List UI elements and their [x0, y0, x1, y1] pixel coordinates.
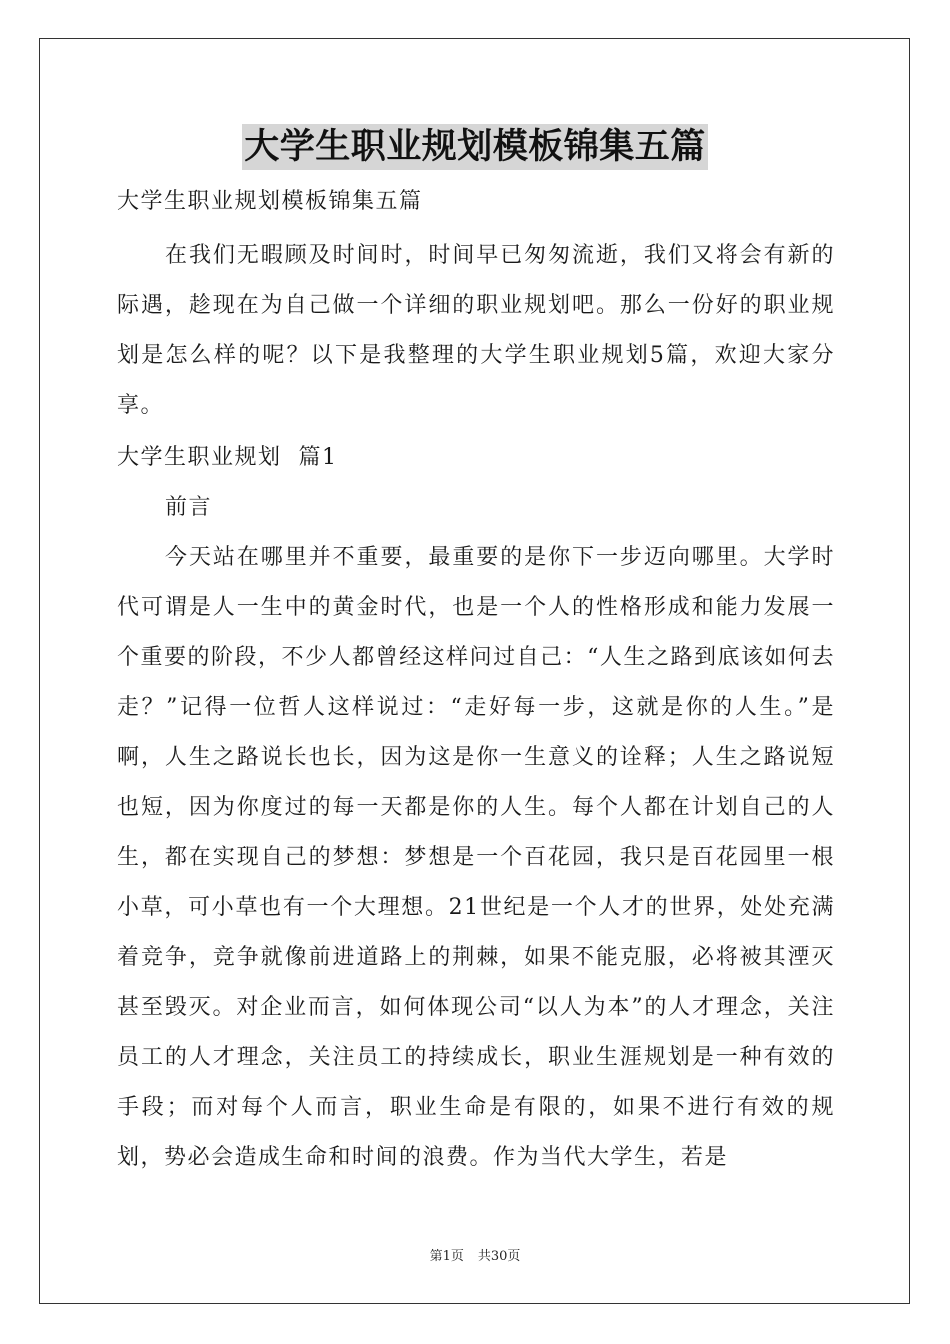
page-number-current: 第1页 — [429, 1249, 464, 1264]
body-paragraph: 今天站在哪里并不重要，最重要的是你下一步迈向哪里。大学时代可谓是人一生中的黄金时代，也是一个人的性格形成和能力发展一个重要的阶段，不少人都曾经这样问过自己：“人生之路到底该如何去走？”记得一位哲人这样说过：“走好每一步，这就是你的人生。”是啊，人生之路说长也长，因为这是你一生意义的诠释；人生之路说短也短，因为你度过的每一天都是你的人生。每个人都在计划自己的人生，都在实现自己的梦想：梦想是一个百花园，我只是百花园里一根小草，可小草也有一个大理想。21世纪是一个人才的世界，处处充满着竞争，竞争就像前进道路上的荆棘，如果不能克服，必将被其湮灭甚至毁灭。对企业而言，如何体现公司“以人为本”的人才理念，关注员工的人才理念，关注员工的持续成长，职业生涯规划是一种有效的手段；而对每个人而言，职业生命是有限的，如果不进行有效的规划，势必会造成生命和时间的浪费。作为当代大学生，若是 — [117, 545, 835, 1170]
section-heading: 大学生职业规划 篇1 — [117, 445, 338, 470]
subtitle-line: 大学生职业规划模板锦集五篇 — [117, 189, 423, 214]
page-footer — [0, 1245, 950, 1264]
title-container — [0, 124, 950, 170]
document-body — [117, 177, 835, 1183]
preface-label: 前言 — [165, 495, 213, 520]
page-number-total: 共30页 — [477, 1249, 521, 1264]
document-title: 大学生职业规划模板锦集五篇 — [242, 124, 708, 170]
intro-paragraph: 在我们无暇顾及时间时，时间早已匆匆流逝，我们又将会有新的际遇，趁现在为自己做一个详细的职业规划吧。那么一份好的职业规划是怎么样的呢？以下是我整理的大学生职业规划5篇，欢迎大家分享。 — [117, 243, 835, 418]
